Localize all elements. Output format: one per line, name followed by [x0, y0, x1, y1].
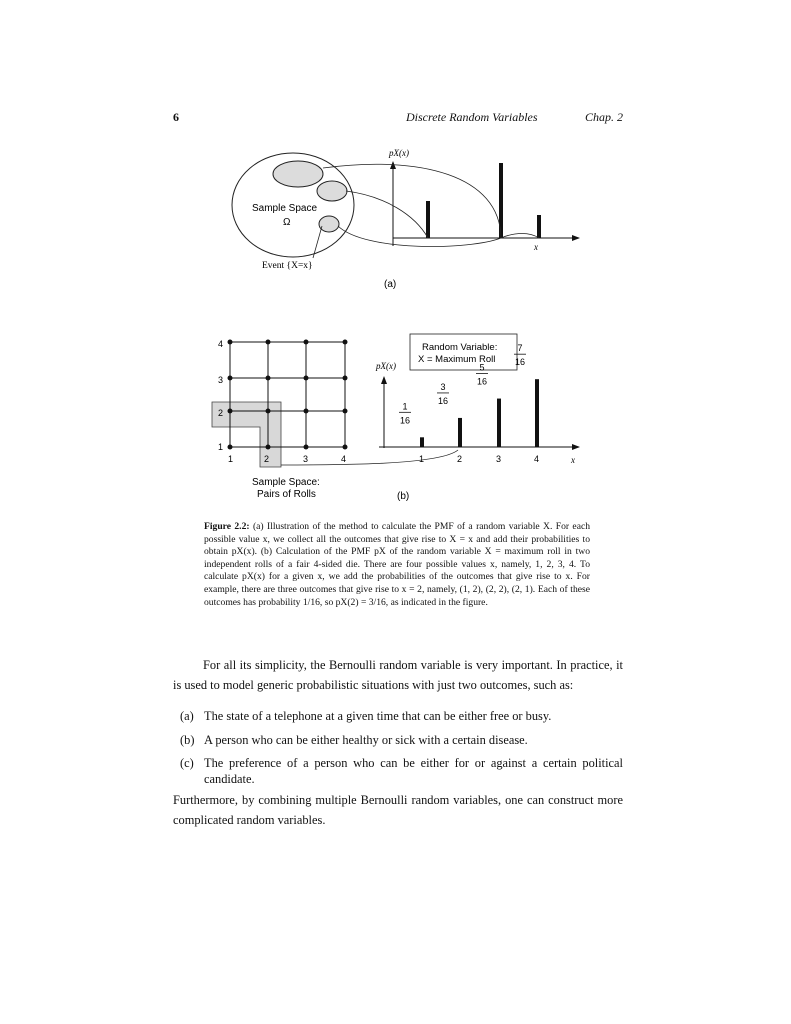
pmf-label-denominator-2: 16 — [437, 395, 449, 406]
pmf-tick-label-3: 3 — [496, 454, 502, 464]
list-item-text: A person who can be either healthy or sick with a certain disease. — [204, 732, 528, 747]
legend-line-2: X = Maximum Roll — [418, 354, 496, 365]
chapter-label: Chap. 2 — [584, 110, 623, 124]
list-marker: (c) — [180, 756, 194, 770]
pmf-bar-2 — [458, 418, 462, 447]
panel-b-label: (b) — [397, 491, 410, 502]
pmf-bar-4 — [535, 379, 539, 447]
legend-line-1: Random Variable: — [422, 342, 498, 353]
list-item — [173, 709, 623, 725]
grid-y-label-1: 1 — [218, 442, 224, 452]
x-axis-label-a: x — [534, 242, 538, 252]
x-axis-label-b: x — [571, 455, 575, 465]
grid-x-label-2: 2 — [264, 454, 270, 464]
pmf-tick-label-4: 4 — [534, 454, 540, 464]
list-marker: (b) — [180, 732, 195, 747]
mapping-curve-3 — [338, 226, 539, 247]
pmf-bar-3 — [497, 399, 501, 447]
grid-x-label-1: 1 — [228, 454, 234, 464]
caption-label: Figure 2.2: — [204, 521, 250, 532]
page-number: 6 — [173, 110, 179, 124]
grid-y-label-2: 2 — [218, 408, 224, 418]
paragraph-bernoulli: For all its simplicity, the Bernoulli random variable is very important. In practice, it is used to model generic probabilistic situations with just two outcomes, such as: — [173, 658, 623, 692]
event-blob-large — [273, 161, 323, 187]
pmf-tick-label-1: 1 — [419, 454, 425, 464]
event-label: Event {X=x} — [262, 261, 313, 271]
list-item-text: The preference of a person who can be either for or against a certain political candidate. — [204, 756, 623, 786]
grid-x-label-3: 3 — [303, 454, 309, 464]
grid-y-label-3: 3 — [218, 375, 224, 385]
pmf-label-numerator-4: 7 — [517, 343, 523, 354]
pmf-label-denominator-3: 16 — [476, 376, 488, 387]
grid-points — [228, 340, 348, 450]
y-axis-label-a: pX(x) — [389, 148, 409, 158]
list-item — [173, 756, 623, 787]
figure-caption — [204, 521, 590, 609]
sample-space-b-label: Sample Space: — [252, 477, 320, 488]
pmf-bar-1 — [420, 437, 424, 447]
list-item-text: The state of a telephone at a given time that can be either free or busy. — [204, 709, 552, 723]
caption-text: (a) Illustration of the method to calculate the PMF of a random variable X. For each possible value x, we collect all the outcomes that give rise to X = x and add their probabilities to obtain pX(x). (b) Calculation of the PMF pX of the random variable X = maximum roll in two independent rolls of a fair 4-sided die. There are four possible values x, namely, 1, 2, 3, 4. To calculate pX(x) for a given x, we add the probabilities of the outcomes that give rise to x. For example, there are three outcomes that give rise to x = 2, namely, (1, 2), (2, 2), (2, 1). Each of these outcomes has probability 1/16, so pX(2) = 3/16, as indicated in the figure. — [204, 521, 591, 608]
panel-a-label: (a) — [384, 279, 397, 290]
event-blob-small — [319, 216, 339, 232]
panel-a — [232, 148, 579, 290]
pmf-label-denominator-1: 16 — [399, 415, 411, 426]
mapping-curve-1 — [323, 164, 501, 238]
pmf-tick-label-2: 2 — [457, 454, 463, 464]
mapping-curve-2 — [346, 191, 428, 238]
bar-a-1 — [426, 201, 430, 238]
grid-x-label-4: 4 — [341, 454, 347, 464]
pmf-label-numerator-3: 5 — [479, 362, 485, 373]
pmf-label-denominator-4: 16 — [514, 357, 526, 368]
running-title: Discrete Random Variables — [406, 110, 538, 124]
sample-space-b-sublabel: Pairs of Rolls — [257, 489, 316, 500]
sample-space-label: Sample Space — [252, 203, 318, 214]
example-list — [173, 709, 623, 795]
list-marker: (a) — [180, 709, 194, 723]
grid-y-label-4: 4 — [218, 339, 224, 349]
event-blob-medium — [317, 181, 347, 201]
panel-b-chart — [375, 334, 579, 502]
y-axis-label-b: pX(x) — [376, 361, 396, 371]
pmf-label-numerator-2: 3 — [440, 381, 446, 392]
paragraph-furthermore: Furthermore, by combining multiple Bernoulli random variables, one can construct more complicated random variables. — [173, 793, 623, 827]
omega-symbol: Ω — [283, 217, 291, 228]
list-item — [173, 733, 623, 749]
pmf-label-numerator-1: 1 — [402, 401, 408, 412]
bar-a-3 — [537, 215, 541, 238]
grid-lines — [230, 342, 345, 447]
